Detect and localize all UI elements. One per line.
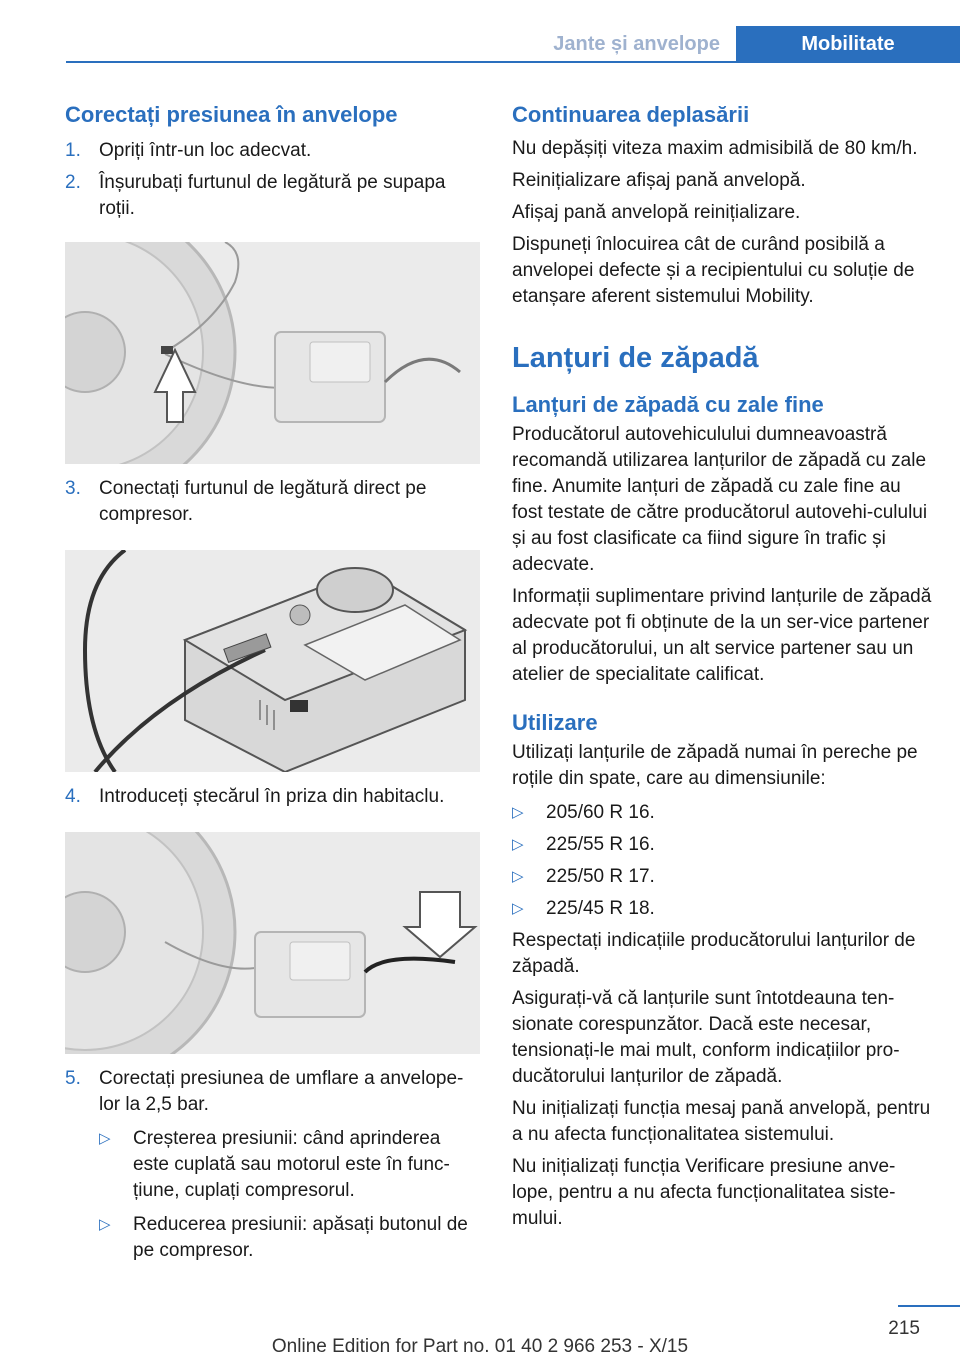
bullet-marker-icon: ▷ xyxy=(512,836,524,853)
header-chapter-tab[interactable]: Mobilitate xyxy=(736,26,960,62)
header-rule xyxy=(66,61,960,63)
left-column xyxy=(65,100,480,1264)
usage-paragraph: Asigurați-vă că lanțurile sunt întotdeauna ten-sionate corespunzător. Dacă este necesar, tensionați-le mai mult, conform indicațiilor pro-ducătorului lanțurilor de zăpadă. xyxy=(512,988,900,1087)
snow-chains-heading: Lanțuri de zăpadă xyxy=(512,342,759,374)
right-column xyxy=(512,100,932,1232)
bullet-marker-icon: ▷ xyxy=(99,1130,111,1147)
step-text: Conectați furtunul de legătură direct pe compresor. xyxy=(99,478,427,525)
bullet-marker-icon: ▷ xyxy=(512,804,524,821)
step-5 xyxy=(65,1066,480,1118)
page-header xyxy=(0,0,960,62)
continue-paragraph: Afișaj pană anvelopă reinițializare. xyxy=(512,202,801,223)
tire-size-item xyxy=(512,896,932,922)
step-3 xyxy=(65,476,480,528)
continue-paragraph: Dispuneți înlocuirea cât de curând posibilă a anvelopei defecte și a recipientului cu soluție de etanșare aferent sistemului Mobility. xyxy=(512,234,915,307)
step-4 xyxy=(65,784,480,810)
step-text: Introduceți ștecărul în priza din habitaclu. xyxy=(99,786,445,807)
footer-rule xyxy=(898,1305,960,1307)
tire-pressure-heading: Corectați presiunea în anvelope xyxy=(65,102,398,127)
fine-chains-paragraph: Producătorul autovehiculului dumneavoastră recomandă utilizarea lanțurilor de zăpadă cu zale fine. Anumite lanțuri de zăpadă cu zale fine au fost testate de către producătorul autovehi-culului și au fost clasificate ca fiind sigure în trafic și adecvate. xyxy=(512,424,928,575)
bullet-marker-icon: ▷ xyxy=(99,1216,111,1233)
usage-paragraph: Utilizați lanțurile de zăpadă numai în pereche pe roțile din spate, care au dimensiunile: xyxy=(512,742,918,789)
usage-paragraph: Respectați indicațiile producătorului lanțurilor de zăpadă. xyxy=(512,930,916,977)
usage-paragraph: Nu inițializați funcția Verificare presiune anve-lope, pentru a nu afecta funcționalitatea siste-mului. xyxy=(512,1156,896,1229)
edition-line: Online Edition for Part no. 01 40 2 966 253 - X/15 xyxy=(271,1336,689,1357)
usage-paragraph: Nu inițializați funcția mesaj pană anvelopă, pentru a nu afecta funcționalitatea sistemului. xyxy=(512,1098,931,1145)
step-number: 1. xyxy=(65,140,81,161)
step-number: 4. xyxy=(65,786,81,807)
bullet-marker-icon: ▷ xyxy=(512,900,524,917)
bullet-marker-icon: ▷ xyxy=(512,868,524,885)
tire-size-text: 225/50 R 17. xyxy=(546,866,655,887)
header-section-tab[interactable]: Jante și anvelope xyxy=(553,33,720,55)
bullet-text: Creșterea presiunii: când aprinderea este cuplată sau motorul este în func-țiune, cuplați compresorul. xyxy=(133,1128,450,1201)
tire-size-item xyxy=(512,864,932,890)
step-number: 3. xyxy=(65,478,81,499)
bullet-increase-pressure xyxy=(99,1126,480,1204)
tire-size-item xyxy=(512,832,932,858)
figure-hose-on-compressor xyxy=(65,550,480,772)
step-number: 2. xyxy=(65,172,81,193)
step-text: Înșurubați furtunul de legătură pe supapa roții. xyxy=(99,172,446,219)
step-text: Opriți într-un loc adecvat. xyxy=(99,140,312,161)
tire-size-item xyxy=(512,800,932,826)
continue-paragraph: Reinițializare afișaj pană anvelopă. xyxy=(512,170,806,191)
page-number: 215 xyxy=(888,1318,920,1339)
tire-size-text: 225/45 R 18. xyxy=(546,898,655,919)
usage-heading: Utilizare xyxy=(512,710,598,735)
continue-paragraph: Nu depășiți viteza maxim admisibilă de 80 km/h. xyxy=(512,138,918,159)
tire-size-text: 225/55 R 16. xyxy=(546,834,655,855)
step-1 xyxy=(65,138,480,164)
tire-size-text: 205/60 R 16. xyxy=(546,802,655,823)
bullet-decrease-pressure xyxy=(99,1212,480,1264)
fine-chains-paragraph: Informații suplimentare privind lanțurile de zăpadă adecvate pot fi obținute de la un ser-vice partener al producătorului, un alt service partener sau un atelier de specialitate calificat. xyxy=(512,586,932,685)
continue-driving-heading: Continuarea deplasării xyxy=(512,102,750,127)
step-text: Corectați presiunea de umflare a anvelope-lor la 2,5 bar. xyxy=(99,1068,464,1115)
step-2 xyxy=(65,170,480,222)
step-number: 5. xyxy=(65,1068,81,1089)
bullet-text: Reducerea presiunii: apăsați butonul de pe compresor. xyxy=(133,1214,468,1261)
figure-hose-on-valve xyxy=(65,242,480,464)
figure-plug-into-socket xyxy=(65,832,480,1054)
fine-chains-heading: Lanțuri de zăpadă cu zale fine xyxy=(512,392,824,417)
